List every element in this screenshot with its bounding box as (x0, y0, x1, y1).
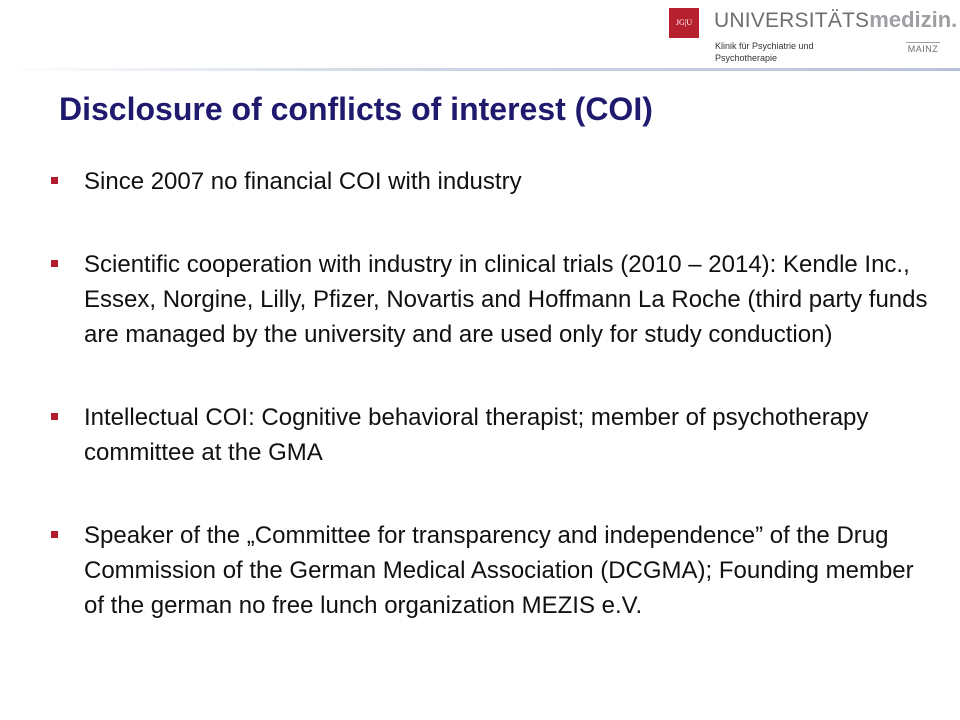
clinic-line-1: Klinik für Psychiatrie und (715, 41, 814, 51)
city-label: MAINZ (907, 44, 939, 54)
header-divider (0, 68, 960, 71)
square-bullet-icon (51, 531, 58, 538)
university-wordmark (714, 6, 957, 37)
bullet-text: Intellectual COI: Cognitive behavioral therapist; member of psychotherapy committee at the GMA (84, 404, 869, 466)
bullet-text: Since 2007 no financial COI with industry (84, 168, 522, 195)
bullet-item (48, 247, 928, 352)
slide-header (0, 0, 960, 72)
clinic-name (715, 40, 814, 64)
slide-title: Disclosure of conflicts of interest (COI) (59, 91, 653, 127)
bullet-item (48, 164, 928, 199)
jgu-logo: JG|U (669, 8, 699, 38)
clinic-line-2: Psychotherapie (715, 53, 778, 63)
bullet-list (48, 164, 928, 623)
bullet-text: Scientific cooperation with industry in clinical trials (2010 – 2014): Kendle Inc., Essex, Norgine, Lilly, Pfizer, Novartis and Hoffmann La Roche (third party funds are managed by the university and are used only for study conduction) (84, 251, 928, 348)
square-bullet-icon (51, 260, 58, 267)
bullet-item (48, 518, 928, 623)
university-prefix: UNIVERSITÄTS (714, 9, 870, 32)
bullet-item (48, 400, 928, 470)
university-accent: medizin. (869, 7, 958, 32)
square-bullet-icon (51, 413, 58, 420)
bullet-text: Speaker of the „Committee for transparency and independence” of the Drug Commission of the German Medical Association (DCGMA); Founding member of the german no free lunch organization MEZIS e.V. (84, 522, 914, 619)
square-bullet-icon (51, 177, 58, 184)
